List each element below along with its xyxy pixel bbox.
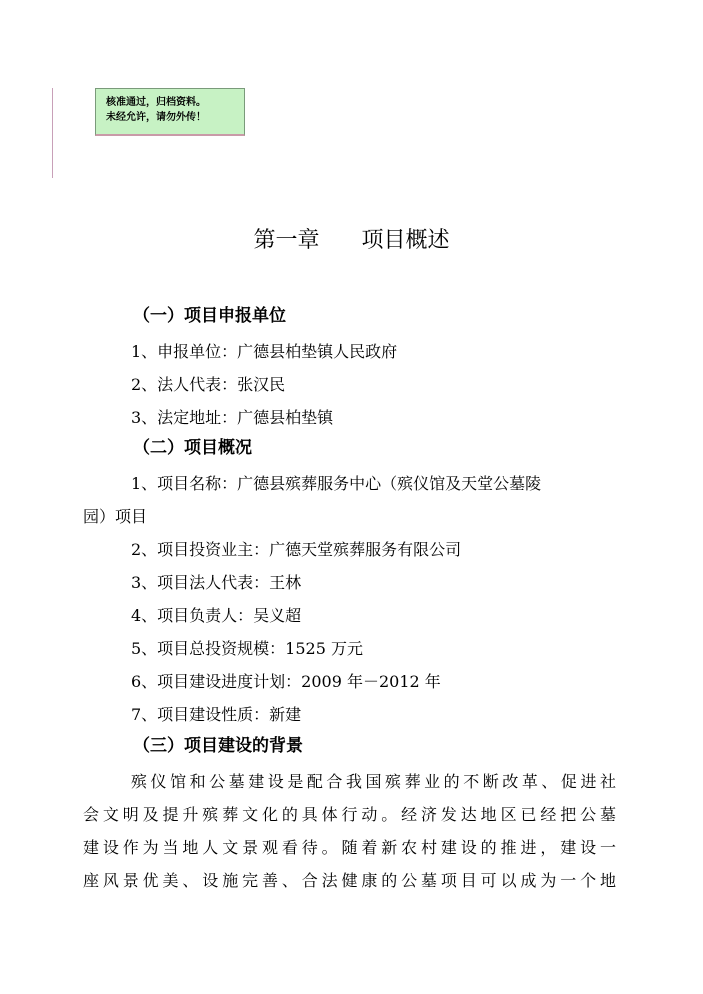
list-item: 2、项目投资业主：广德天堂殡葬服务有限公司 [131,540,462,559]
list-item: 5、项目总投资规模：1525 万元 [131,639,363,658]
section-heading-3: （三）项目建设的背景 [133,736,303,756]
list-item-continuation: 园）项目 [83,507,148,526]
list-item: 7、项目建设性质：新建 [131,705,302,724]
list-item: 1、项目名称：广德县殡葬服务中心（殡仪馆及天堂公墓陵 [131,474,542,493]
margin-line [52,88,53,178]
paragraph-line: 建设作为当地人文景观看待。随着新农村建设的推进，建设一 [83,838,616,857]
list-item: 6、项目建设进度计划：2009 年－2012 年 [131,672,441,691]
section-heading-2: （二）项目概况 [133,438,252,458]
list-item: 4、项目负责人：吴义超 [131,606,302,625]
paragraph-line: 座风景优美、设施完善、合法健康的公墓项目可以成为一个地 [83,871,616,890]
stamp-line-1: 核准通过，归档资料。 [106,97,206,108]
stamp-line-2: 未经允许，请勿外传！ [106,112,206,123]
paragraph-line: 殡仪馆和公墓建设是配合我国殡葬业的不断改革、促进社 [131,772,616,791]
chapter-title: 第一章 项目概述 [253,228,450,253]
approval-stamp [95,88,245,136]
list-item: 3、项目法人代表：王林 [131,573,302,592]
section-heading-1: （一）项目申报单位 [133,306,286,326]
paragraph-line: 会文明及提升殡葬文化的具体行动。经济发达地区已经把公墓 [83,805,616,824]
list-item: 3、法定地址：广德县柏垫镇 [131,408,334,427]
list-item: 2、法人代表：张汉民 [131,375,286,394]
list-item: 1、申报单位：广德县柏垫镇人民政府 [131,342,398,361]
